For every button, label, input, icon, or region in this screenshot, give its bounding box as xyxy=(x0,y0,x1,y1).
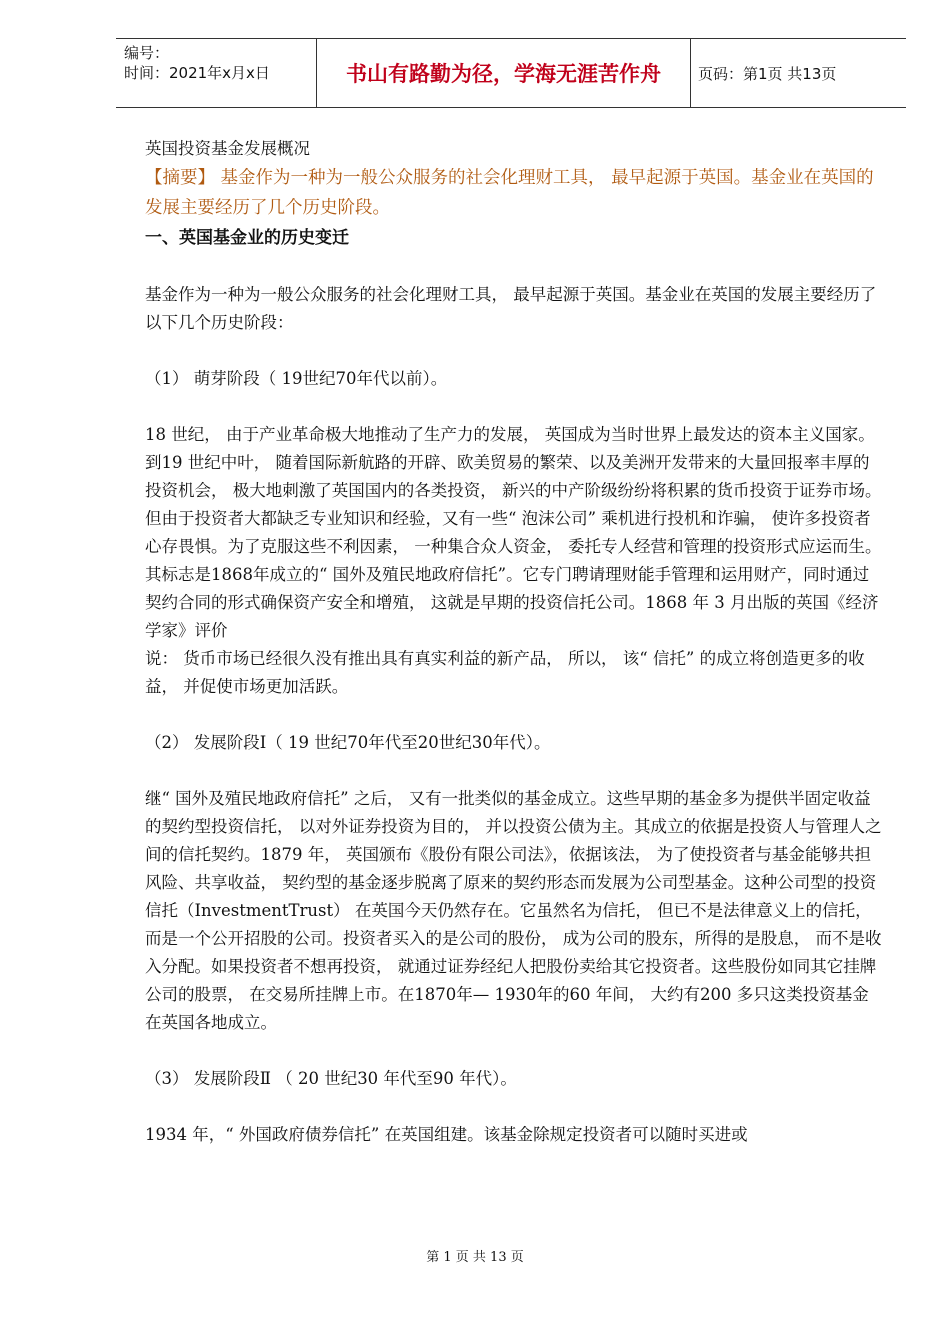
header-meta xyxy=(124,43,314,83)
paragraph-stage1-cont: 说： 货币市场已经很久没有推出具有真实利益的新产品， 所以， 该“ 信托” 的成立将创造更多的收益， 并促使市场更加活跃。 xyxy=(145,649,865,696)
header-page-info: 页码：第1页 共13页 xyxy=(698,64,837,83)
header-motto: 书山有路勤为径，学海无涯苦作舟 xyxy=(316,39,691,107)
stage2-heading: （2） 发展阶段Ⅰ（ 19 世纪70年代至20世纪30年代）。 xyxy=(145,733,551,752)
abstract: 【摘要】 基金作为一种为一般公众服务的社会化理财工具， 最早起源于英国。基金业在英国的发展主要经历了几个历史阶段。 xyxy=(145,168,874,218)
section-heading: 一、英国基金业的历史变迁 xyxy=(145,228,349,248)
document-body xyxy=(145,135,885,1149)
paragraph-stage3: 1934 年，“ 外国政府债券信托” 在英国组建。该基金除规定投资者可以随时买进或 xyxy=(145,1125,748,1144)
paragraph-intro: 基金作为一种为一般公众服务的社会化理财工具， 最早起源于英国。基金业在英国的发展主要经历了以下几个历史阶段： xyxy=(145,285,877,332)
paragraph-stage1: 18 世纪， 由于产业革命极大地推动了生产力的发展， 英国成为当时世界上最发达的资本主义国家。到19 世纪中叶， 随着国际新航路的开辟、欧美贸易的繁荣、以及美洲开发带来的大量回报率丰厚的投资机会， 极大地刺激了英国国内的各类投资， 新兴的中产阶级纷纷将积累的货币投资于证券市场。但由于投资者大都缺乏专业知识和经验，又有一些“ 泡沫公司” 乘机进行投机和诈骗， 使许多投资者心存畏惧。为了克服这些不利因素， 一种集合众人资金， 委托专人经营和管理的投资形式应运而生。其标志是1868年成立的“ 国外及殖民地政府信托”。它专门聘请理财能手管理和运用财产，同时通过契约合同的形式确保资产安全和增殖， 这就是早期的投资信托公司。1868 年 3 月出版的英国《经济学家》评价 xyxy=(145,425,882,640)
paragraph-stage2: 继“ 国外及殖民地政府信托” 之后， 又有一批类似的基金成立。这些早期的基金多为提供半固定收益的契约型投资信托， 以对外证券投资为目的， 并以投资公债为主。其成立的依据是投资人与管理人之间的信托契约。1879 年， 英国颁布《股份有限公司法》，依据该法， 为了使投资者与基金能够共担风险、共享收益， 契约型的基金逐步脱离了原来的契约形态而发展为公司型基金。这种公司型的投资信托（InvestmentTrust） 在英国今天仍然存在。它虽然名为信托， 但已不是法律意义上的信托， 而是一个公开招股的公司。投资者买入的是公司的股份， 成为公司的股东，所得的是股息， 而不是收入分配。如果投资者不想再投资， 就通过证券经纪人把股份卖给其它投资者。这些股份如同其它挂牌公司的股票， 在交易所挂牌上市。在1870年— 1930年的60 年间， 大约有200 多只这类投资基金在英国各地成立。 xyxy=(145,789,882,1032)
stage1-heading: （1） 萌芽阶段（ 19世纪70年代以前）。 xyxy=(145,369,448,388)
stage3-heading: （3） 发展阶段Ⅱ （ 20 世纪30 年代至90 年代）。 xyxy=(145,1069,517,1088)
document-title: 英国投资基金发展概况 xyxy=(145,139,310,158)
page-header xyxy=(116,38,906,108)
number-label: 编号： xyxy=(124,44,170,62)
page-footer: 第 1 页 共 13 页 xyxy=(426,1250,524,1265)
time-label: 时间：2021年x月x日 xyxy=(124,64,270,82)
